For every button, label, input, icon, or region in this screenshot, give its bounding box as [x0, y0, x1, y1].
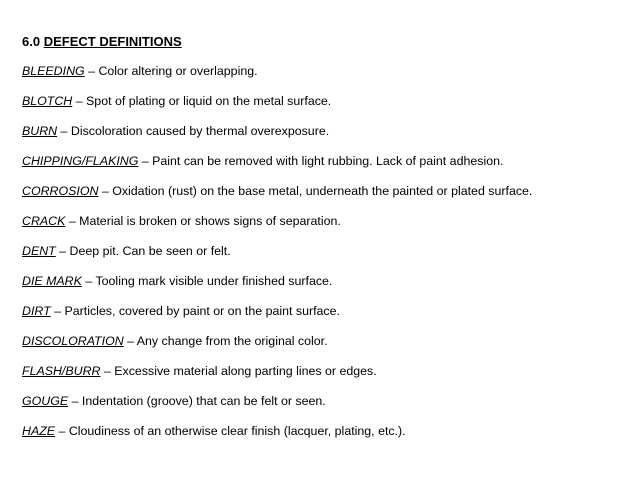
definition-list [22, 61, 630, 441]
definition-term: GOUGE [22, 394, 69, 408]
definition-haze [22, 421, 630, 441]
section-heading [22, 31, 630, 53]
definition-bleeding [22, 61, 630, 81]
definition-text: – Indentation (groove) that can be felt or seen. [68, 394, 326, 408]
definition-text: – Material is broken or shows signs of separation. [65, 214, 341, 228]
definition-term: BURN [22, 124, 58, 138]
definition-gouge [22, 391, 630, 411]
definition-flash-burr [22, 361, 630, 381]
definition-dirt [22, 301, 630, 321]
definition-chipping-flaking [22, 151, 630, 171]
document-page [22, 31, 630, 451]
definition-text: – Tooling mark visible under finished surface. [81, 274, 333, 288]
definition-text: – Spot of plating or liquid on the metal surface. [72, 94, 332, 108]
definition-term: BLEEDING [22, 64, 85, 78]
definition-term: CHIPPING/FLAKING [22, 154, 139, 168]
definition-blotch [22, 91, 630, 111]
definition-term: DISCOLORATION [22, 334, 124, 348]
definition-text: – Excessive material along parting lines or edges. [100, 364, 377, 378]
definition-text: – Color altering or overlapping. [84, 64, 258, 78]
definition-term: CORROSION [22, 184, 99, 198]
definition-text: – Any change from the original color. [123, 334, 328, 348]
definition-term: FLASH/BURR [22, 364, 101, 378]
section-title: DEFECT DEFINITIONS [43, 34, 182, 49]
definition-term: CRACK [22, 214, 66, 228]
definition-crack [22, 211, 630, 231]
definition-text: – Deep pit. Can be seen or felt. [55, 244, 231, 258]
definition-term: DIRT [22, 304, 51, 318]
section-number: 6.0 [22, 34, 41, 49]
definition-dent [22, 241, 630, 261]
definition-text: – Particles, covered by paint or on the paint surface. [50, 304, 340, 318]
definition-term: BLOTCH [22, 94, 73, 108]
definition-burn [22, 121, 630, 141]
definition-corrosion [22, 181, 630, 201]
definition-text: – Oxidation (rust) on the base metal, underneath the painted or plated surface. [98, 184, 533, 198]
definition-term: DIE MARK [22, 274, 82, 288]
definition-text: – Discoloration caused by thermal overexposure. [57, 124, 330, 138]
definition-discoloration [22, 331, 630, 351]
definition-text: – Paint can be removed with light rubbing. Lack of paint adhesion. [138, 154, 504, 168]
definition-die-mark [22, 271, 630, 291]
definition-term: HAZE [22, 424, 56, 438]
definition-term: DENT [22, 244, 56, 258]
definition-text: – Cloudiness of an otherwise clear finish (lacquer, plating, etc.). [55, 424, 406, 438]
